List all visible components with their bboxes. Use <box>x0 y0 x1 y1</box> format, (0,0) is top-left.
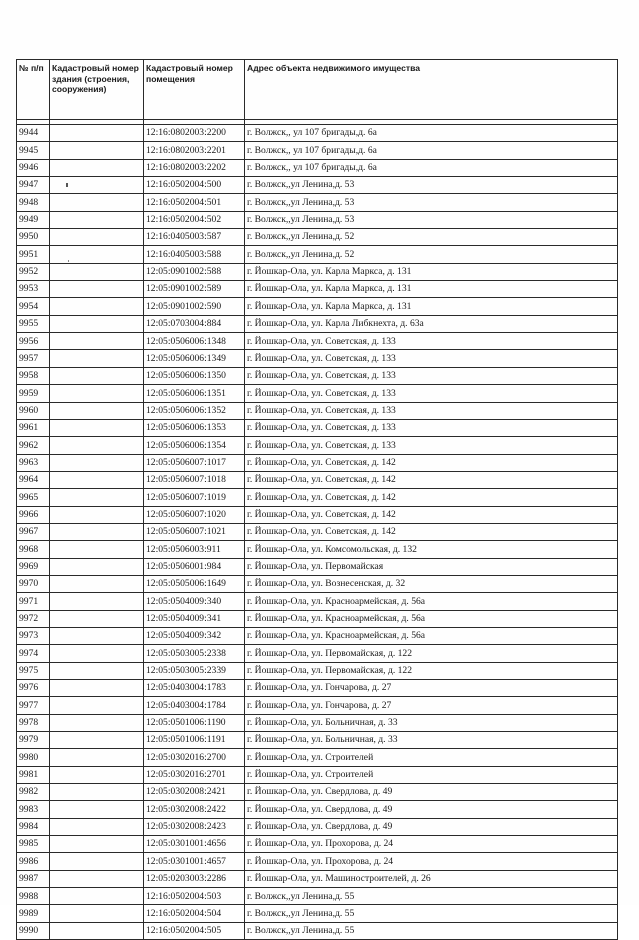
table-row <box>17 870 618 887</box>
address-cell: г. Йошкар-Ола, ул. Машиностроителей, д. 26 <box>245 870 618 887</box>
premise-cadastral-cell: 12:16:0405003:588 <box>144 246 245 263</box>
row-number-cell: 9977 <box>17 697 50 714</box>
table-row <box>17 714 618 731</box>
building-cadastral-cell <box>50 662 144 679</box>
table-row <box>17 159 618 176</box>
row-number-cell: 9967 <box>17 523 50 540</box>
building-cadastral-cell <box>50 229 144 246</box>
premise-cadastral-cell: 12:05:0506007:1020 <box>144 506 245 523</box>
building-cadastral-cell <box>50 159 144 176</box>
address-cell: г. Йошкар-Ола, ул. Карла Либкнехта, д. 63а <box>245 315 618 332</box>
premise-cadastral-cell: 12:05:0302008:2422 <box>144 801 245 818</box>
address-cell: г. Йошкар-Ола, ул. Свердлова, д. 49 <box>245 801 618 818</box>
building-cadastral-cell <box>50 333 144 350</box>
row-number-cell: 9986 <box>17 853 50 870</box>
address-cell: г. Йошкар-Ола, ул. Карла Маркса, д. 131 <box>245 263 618 280</box>
building-cadastral-cell <box>50 315 144 332</box>
address-cell: г. Йошкар-Ола, ул. Советская, д. 133 <box>245 385 618 402</box>
row-number-cell: 9990 <box>17 922 50 939</box>
row-number-cell: 9982 <box>17 784 50 801</box>
premise-cadastral-cell: 12:05:0506006:1354 <box>144 437 245 454</box>
address-cell: г. Волжск,,ул Ленина,д. 55 <box>245 922 618 939</box>
table-row <box>17 766 618 783</box>
table-row <box>17 801 618 818</box>
row-number-cell: 9958 <box>17 367 50 384</box>
row-number-cell: 9960 <box>17 402 50 419</box>
address-cell: г. Йошкар-Ола, ул. Прохорова, д. 24 <box>245 836 618 853</box>
premise-cadastral-cell: 12:05:0506006:1350 <box>144 367 245 384</box>
premise-cadastral-cell: 12:05:0506001:984 <box>144 558 245 575</box>
row-number-cell: 9988 <box>17 888 50 905</box>
premise-cadastral-cell: 12:16:0502004:500 <box>144 177 245 194</box>
address-cell: г. Йошкар-Ола, ул. Советская, д. 133 <box>245 419 618 436</box>
address-cell: г. Йошкар-Ола, ул. Советская, д. 142 <box>245 471 618 488</box>
address-cell: г. Йошкар-Ола, ул. Советская, д. 133 <box>245 333 618 350</box>
premise-cadastral-cell: 12:05:0403004:1784 <box>144 697 245 714</box>
row-number-cell: 9968 <box>17 541 50 558</box>
building-cadastral-cell <box>50 471 144 488</box>
row-number-cell: 9950 <box>17 229 50 246</box>
table-row <box>17 263 618 280</box>
row-number-cell: 9973 <box>17 627 50 644</box>
address-cell: г. Йошкар-Ола, ул. Вознесенская, д. 32 <box>245 575 618 592</box>
address-cell: г. Йошкар-Ола, ул. Советская, д. 133 <box>245 350 618 367</box>
row-number-cell: 9957 <box>17 350 50 367</box>
premise-cadastral-cell: 12:16:0502004:505 <box>144 922 245 939</box>
premise-cadastral-cell: 12:16:0802003:2201 <box>144 142 245 159</box>
premise-cadastral-cell: 12:05:0901002:588 <box>144 263 245 280</box>
building-cadastral-cell <box>50 853 144 870</box>
table-row <box>17 697 618 714</box>
row-number-cell: 9981 <box>17 766 50 783</box>
building-cadastral-cell <box>50 263 144 280</box>
row-number-cell: 9976 <box>17 680 50 697</box>
table-row <box>17 367 618 384</box>
table-row <box>17 125 618 142</box>
row-number-cell: 9962 <box>17 437 50 454</box>
premise-cadastral-cell: 12:05:0301001:4657 <box>144 853 245 870</box>
building-cadastral-cell <box>50 888 144 905</box>
premise-cadastral-cell: 12:05:0504009:340 <box>144 593 245 610</box>
table-row <box>17 749 618 766</box>
table-row <box>17 177 618 194</box>
header-address: Адрес объекта недвижимого имущества <box>245 60 618 120</box>
building-cadastral-cell <box>50 680 144 697</box>
registry-table <box>16 59 618 940</box>
premise-cadastral-cell: 12:05:0505006:1649 <box>144 575 245 592</box>
address-cell: г. Йошкар-Ола, ул. Советская, д. 133 <box>245 367 618 384</box>
premise-cadastral-cell: 12:05:0301001:4656 <box>144 836 245 853</box>
address-cell: г. Йошкар-Ола, ул. Советская, д. 142 <box>245 454 618 471</box>
building-cadastral-cell <box>50 454 144 471</box>
table-row <box>17 523 618 540</box>
premise-cadastral-cell: 12:16:0802003:2202 <box>144 159 245 176</box>
address-cell: г. Волжск,, ул 107 бригады,д. 6а <box>245 125 618 142</box>
address-cell: г. Волжск,,ул Ленина,д. 52 <box>245 246 618 263</box>
building-cadastral-cell <box>50 749 144 766</box>
premise-cadastral-cell: 12:05:0506007:1021 <box>144 523 245 540</box>
row-number-cell: 9947 <box>17 177 50 194</box>
building-cadastral-cell <box>50 610 144 627</box>
premise-cadastral-cell: 12:16:0802003:2200 <box>144 125 245 142</box>
premise-cadastral-cell: 12:05:0302008:2423 <box>144 818 245 835</box>
premise-cadastral-cell: 12:05:0703004:884 <box>144 315 245 332</box>
building-cadastral-cell <box>50 142 144 159</box>
address-cell: г. Йошкар-Ола, ул. Строителей <box>245 766 618 783</box>
address-cell: г. Йошкар-Ола, ул. Красноармейская, д. 56а <box>245 593 618 610</box>
table-row <box>17 853 618 870</box>
row-number-cell: 9970 <box>17 575 50 592</box>
building-cadastral-cell <box>50 281 144 298</box>
building-cadastral-cell <box>50 766 144 783</box>
building-cadastral-cell <box>50 714 144 731</box>
table-row <box>17 333 618 350</box>
premise-cadastral-cell: 12:05:0503005:2339 <box>144 662 245 679</box>
row-number-cell: 9983 <box>17 801 50 818</box>
premise-cadastral-cell: 12:05:0501006:1191 <box>144 732 245 749</box>
row-number-cell: 9966 <box>17 506 50 523</box>
building-cadastral-cell <box>50 732 144 749</box>
table-row <box>17 281 618 298</box>
premise-cadastral-cell: 12:05:0506006:1351 <box>144 385 245 402</box>
premise-cadastral-cell: 12:05:0302016:2701 <box>144 766 245 783</box>
row-number-cell: 9944 <box>17 125 50 142</box>
building-cadastral-cell <box>50 593 144 610</box>
row-number-cell: 9965 <box>17 489 50 506</box>
table-row <box>17 888 618 905</box>
address-cell: г. Волжск,,ул Ленина,д. 53 <box>245 211 618 228</box>
row-number-cell: 9945 <box>17 142 50 159</box>
premise-cadastral-cell: 12:05:0506003:911 <box>144 541 245 558</box>
premise-cadastral-cell: 12:05:0506007:1018 <box>144 471 245 488</box>
row-number-cell: 9963 <box>17 454 50 471</box>
table-row <box>17 905 618 922</box>
premise-cadastral-cell: 12:05:0506007:1017 <box>144 454 245 471</box>
row-number-cell: 9954 <box>17 298 50 315</box>
address-cell: г. Йошкар-Ола, ул. Советская, д. 133 <box>245 437 618 454</box>
row-number-cell: 9984 <box>17 818 50 835</box>
header-row <box>17 60 618 120</box>
address-cell: г. Йошкар-Ола, ул. Советская, д. 133 <box>245 402 618 419</box>
address-cell: г. Йошкар-Ола, ул. Первомайская <box>245 558 618 575</box>
table-row <box>17 836 618 853</box>
address-cell: г. Йошкар-Ола, ул. Карла Маркса, д. 131 <box>245 298 618 315</box>
address-cell: г. Йошкар-Ола, ул. Первомайская, д. 122 <box>245 662 618 679</box>
address-cell: г. Йошкар-Ола, ул. Советская, д. 142 <box>245 523 618 540</box>
address-cell: г. Волжск,,ул Ленина,д. 55 <box>245 905 618 922</box>
address-cell: г. Йошкар-Ола, ул. Строителей <box>245 749 618 766</box>
premise-cadastral-cell: 12:05:0504009:342 <box>144 627 245 644</box>
row-number-cell: 9978 <box>17 714 50 731</box>
row-number-cell: 9985 <box>17 836 50 853</box>
building-cadastral-cell <box>50 298 144 315</box>
premise-cadastral-cell: 12:16:0502004:502 <box>144 211 245 228</box>
header-building-cadastral: Кадастровый номер здания (строения, сооружения) <box>50 60 144 120</box>
table-body <box>17 120 618 940</box>
table-header <box>17 60 618 120</box>
table-row <box>17 610 618 627</box>
building-cadastral-cell <box>50 922 144 939</box>
row-number-cell: 9952 <box>17 263 50 280</box>
row-number-cell: 9949 <box>17 211 50 228</box>
table-row <box>17 419 618 436</box>
address-cell: г. Йошкар-Ола, ул. Первомайская, д. 122 <box>245 645 618 662</box>
row-number-cell: 9979 <box>17 732 50 749</box>
table-row <box>17 385 618 402</box>
table-row <box>17 454 618 471</box>
premise-cadastral-cell: 12:05:0506006:1348 <box>144 333 245 350</box>
table-row <box>17 662 618 679</box>
table-row <box>17 402 618 419</box>
building-cadastral-cell <box>50 784 144 801</box>
address-cell: г. Волжск,,ул Ленина,д. 52 <box>245 229 618 246</box>
table-row <box>17 211 618 228</box>
row-number-cell: 9969 <box>17 558 50 575</box>
building-cadastral-cell <box>50 194 144 211</box>
building-cadastral-cell <box>50 246 144 263</box>
table-row <box>17 627 618 644</box>
premise-cadastral-cell: 12:05:0901002:589 <box>144 281 245 298</box>
table-row <box>17 194 618 211</box>
address-cell: г. Йошкар-Ола, ул. Красноармейская, д. 56а <box>245 610 618 627</box>
address-cell: г. Йошкар-Ола, ул. Больничная, д. 33 <box>245 732 618 749</box>
header-premise-cadastral: Кадастровый номер помещения <box>144 60 245 120</box>
table-row <box>17 246 618 263</box>
building-cadastral-cell <box>50 437 144 454</box>
row-number-cell: 9972 <box>17 610 50 627</box>
table-row <box>17 506 618 523</box>
building-cadastral-cell <box>50 541 144 558</box>
address-cell: г. Йошкар-Ола, ул. Карла Маркса, д. 131 <box>245 281 618 298</box>
premise-cadastral-cell: 12:16:0502004:501 <box>144 194 245 211</box>
table-row <box>17 784 618 801</box>
row-number-cell: 9948 <box>17 194 50 211</box>
scan-artifact <box>68 260 69 262</box>
table-row <box>17 142 618 159</box>
premise-cadastral-cell: 12:05:0506006:1352 <box>144 402 245 419</box>
address-cell: г. Волжск,, ул 107 бригады,д. 6а <box>245 159 618 176</box>
building-cadastral-cell <box>50 506 144 523</box>
address-cell: г. Йошкар-Ола, ул. Прохорова, д. 24 <box>245 853 618 870</box>
table-row <box>17 350 618 367</box>
address-cell: г. Волжск,,ул Ленина,д. 55 <box>245 888 618 905</box>
premise-cadastral-cell: 12:05:0901002:590 <box>144 298 245 315</box>
building-cadastral-cell <box>50 211 144 228</box>
premise-cadastral-cell: 12:16:0502004:504 <box>144 905 245 922</box>
premise-cadastral-cell: 12:05:0403004:1783 <box>144 680 245 697</box>
building-cadastral-cell <box>50 367 144 384</box>
row-number-cell: 9975 <box>17 662 50 679</box>
row-number-cell: 9961 <box>17 419 50 436</box>
table-row <box>17 489 618 506</box>
premise-cadastral-cell: 12:05:0506006:1349 <box>144 350 245 367</box>
address-cell: г. Йошкар-Ола, ул. Свердлова, д. 49 <box>245 818 618 835</box>
building-cadastral-cell <box>50 523 144 540</box>
row-number-cell: 9980 <box>17 749 50 766</box>
premise-cadastral-cell: 12:05:0506006:1353 <box>144 419 245 436</box>
building-cadastral-cell <box>50 870 144 887</box>
address-cell: г. Йошкар-Ола, ул. Красноармейская, д. 56а <box>245 627 618 644</box>
building-cadastral-cell <box>50 385 144 402</box>
premise-cadastral-cell: 12:05:0504009:341 <box>144 610 245 627</box>
building-cadastral-cell <box>50 836 144 853</box>
table-row <box>17 645 618 662</box>
address-cell: г. Йошкар-Ола, ул. Советская, д. 142 <box>245 506 618 523</box>
table-row <box>17 471 618 488</box>
address-cell: г. Йошкар-Ола, ул. Больничная, д. 33 <box>245 714 618 731</box>
building-cadastral-cell <box>50 801 144 818</box>
building-cadastral-cell <box>50 558 144 575</box>
building-cadastral-cell <box>50 575 144 592</box>
building-cadastral-cell <box>50 627 144 644</box>
table-row <box>17 732 618 749</box>
table-row <box>17 315 618 332</box>
address-cell: г. Волжск,, ул 107 бригады,д. 6а <box>245 142 618 159</box>
premise-cadastral-cell: 12:05:0203003:2286 <box>144 870 245 887</box>
address-cell: г. Йошкар-Ола, ул. Гончарова, д. 27 <box>245 680 618 697</box>
table-row <box>17 229 618 246</box>
row-number-cell: 9951 <box>17 246 50 263</box>
table-row <box>17 922 618 939</box>
building-cadastral-cell <box>50 125 144 142</box>
table-row <box>17 593 618 610</box>
building-cadastral-cell <box>50 177 144 194</box>
building-cadastral-cell <box>50 818 144 835</box>
address-cell: г. Йошкар-Ола, ул. Советская, д. 142 <box>245 489 618 506</box>
address-cell: г. Волжск,,ул Ленина,д. 53 <box>245 177 618 194</box>
row-number-cell: 9971 <box>17 593 50 610</box>
building-cadastral-cell <box>50 402 144 419</box>
premise-cadastral-cell: 12:05:0506007:1019 <box>144 489 245 506</box>
building-cadastral-cell <box>50 489 144 506</box>
table-row <box>17 541 618 558</box>
premise-cadastral-cell: 12:16:0405003:587 <box>144 229 245 246</box>
address-cell: г. Йошкар-Ола, ул. Комсомольская, д. 132 <box>245 541 618 558</box>
row-number-cell: 9964 <box>17 471 50 488</box>
row-number-cell: 9989 <box>17 905 50 922</box>
building-cadastral-cell <box>50 645 144 662</box>
table-row <box>17 298 618 315</box>
table-row <box>17 437 618 454</box>
table-row <box>17 558 618 575</box>
row-number-cell: 9974 <box>17 645 50 662</box>
building-cadastral-cell <box>50 905 144 922</box>
row-number-cell: 9955 <box>17 315 50 332</box>
premise-cadastral-cell: 12:05:0503005:2338 <box>144 645 245 662</box>
building-cadastral-cell <box>50 697 144 714</box>
table-row <box>17 680 618 697</box>
building-cadastral-cell <box>50 350 144 367</box>
premise-cadastral-cell: 12:05:0501006:1190 <box>144 714 245 731</box>
row-number-cell: 9953 <box>17 281 50 298</box>
row-number-cell: 9946 <box>17 159 50 176</box>
row-number-cell: 9956 <box>17 333 50 350</box>
scan-artifact <box>66 183 68 187</box>
address-cell: г. Йошкар-Ола, ул. Гончарова, д. 27 <box>245 697 618 714</box>
address-cell: г. Волжск,,ул Ленина,д. 53 <box>245 194 618 211</box>
building-cadastral-cell <box>50 419 144 436</box>
premise-cadastral-cell: 12:05:0302008:2421 <box>144 784 245 801</box>
premise-cadastral-cell: 12:16:0502004:503 <box>144 888 245 905</box>
premise-cadastral-cell: 12:05:0302016:2700 <box>144 749 245 766</box>
table-row <box>17 818 618 835</box>
table-row <box>17 575 618 592</box>
header-number: № п/п <box>17 60 50 120</box>
row-number-cell: 9959 <box>17 385 50 402</box>
address-cell: г. Йошкар-Ола, ул. Свердлова, д. 49 <box>245 784 618 801</box>
row-number-cell: 9987 <box>17 870 50 887</box>
